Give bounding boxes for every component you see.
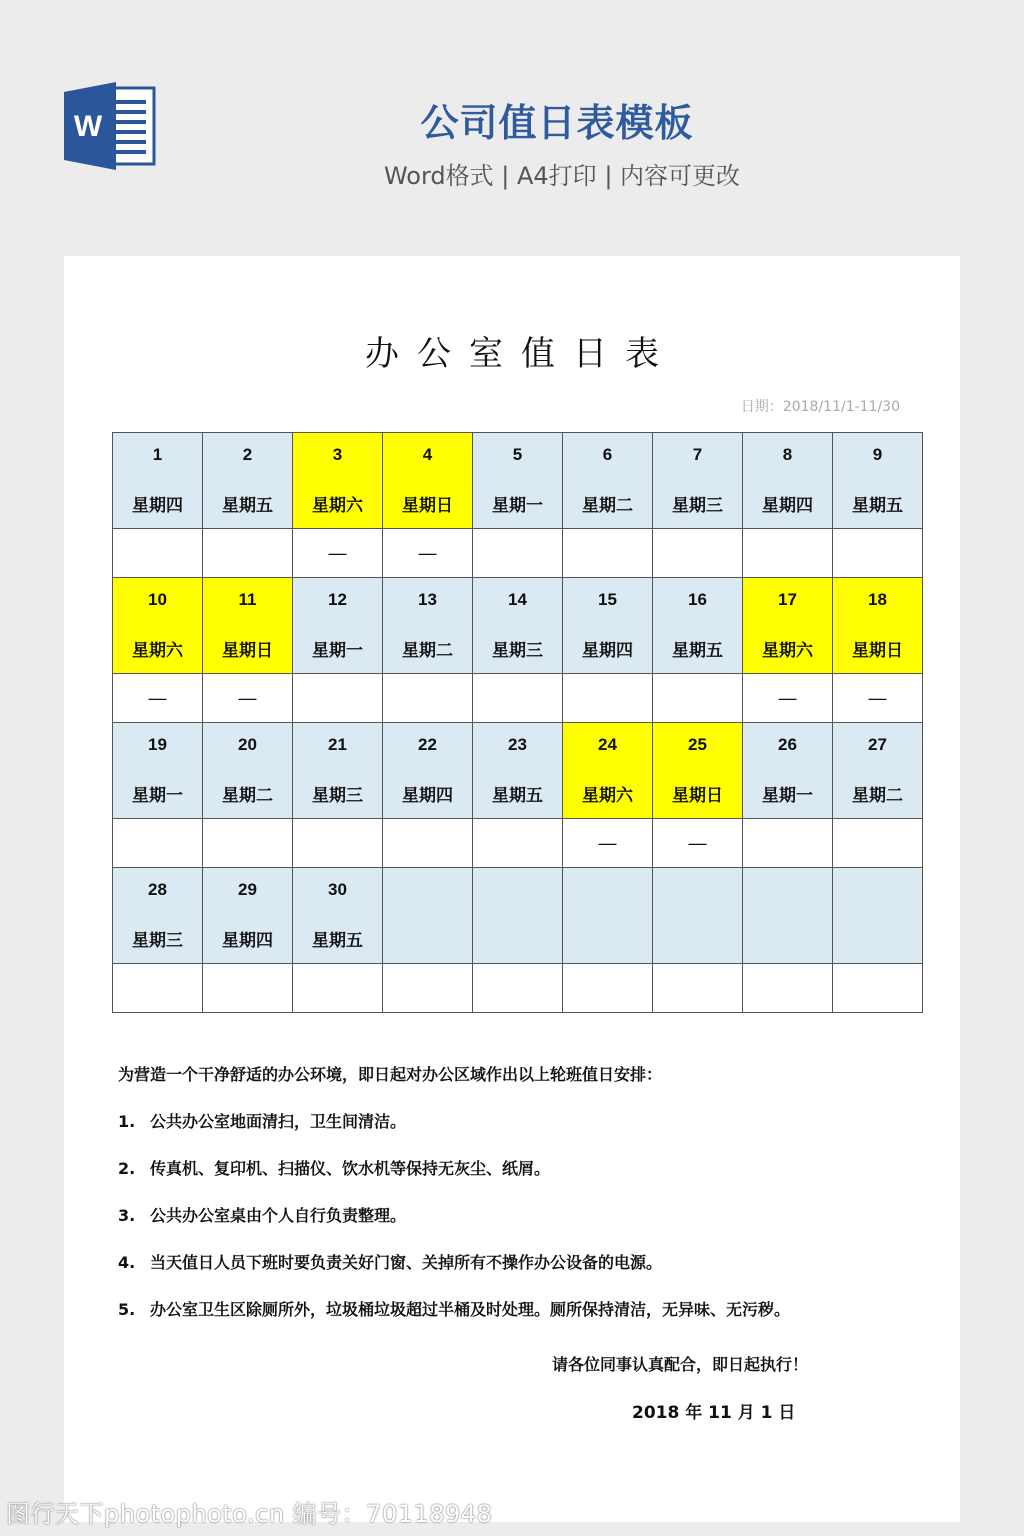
day-number: 21 <box>328 735 347 754</box>
calendar-day-cell <box>833 868 923 964</box>
duty-cell[interactable] <box>473 674 563 723</box>
day-weekday: 星期二 <box>582 496 633 515</box>
template-subtitle: Word格式 | A4打印 | 内容可更改 <box>383 162 741 190</box>
duty-cell[interactable] <box>383 819 473 868</box>
calendar-day-cell <box>293 868 383 964</box>
calendar-day-cell <box>563 723 653 819</box>
template-title: 公司值日表模板 <box>420 101 694 145</box>
word-icon-letter: W <box>73 110 103 143</box>
day-weekday: 星期五 <box>222 496 273 515</box>
day-number: 11 <box>238 590 257 609</box>
document-page <box>64 256 960 1522</box>
day-weekday: 星期二 <box>222 786 273 805</box>
calendar-day-cell <box>203 578 293 674</box>
day-weekday: 星期三 <box>312 786 363 805</box>
calendar-day-cell <box>563 868 653 964</box>
day-weekday: 星期三 <box>492 641 543 660</box>
duty-cell[interactable]: — <box>113 674 203 723</box>
day-weekday: 星期五 <box>312 931 363 950</box>
day-weekday: 星期四 <box>582 641 633 660</box>
duty-cell[interactable] <box>383 674 473 723</box>
duty-cell[interactable] <box>743 964 833 1013</box>
day-weekday: 星期四 <box>402 786 453 805</box>
duty-cell[interactable] <box>563 674 653 723</box>
day-number: 7 <box>692 445 703 464</box>
calendar-duty-row <box>113 964 923 1013</box>
calendar-duty-row <box>113 819 923 868</box>
header <box>0 0 1024 240</box>
duty-cell[interactable] <box>653 674 743 723</box>
date-range-label: 日期：2018/11/1-11/30 <box>740 399 900 415</box>
calendar-day-cell <box>473 433 563 529</box>
duty-cell[interactable] <box>203 529 293 578</box>
day-number: 20 <box>238 735 257 754</box>
duty-cell[interactable] <box>113 819 203 868</box>
day-weekday: 星期四 <box>222 931 273 950</box>
day-number: 25 <box>688 735 707 754</box>
calendar-day-cell <box>113 433 203 529</box>
calendar-date-row <box>113 723 923 819</box>
calendar-day-cell <box>293 723 383 819</box>
day-weekday: 星期三 <box>672 496 723 515</box>
day-number: 13 <box>418 590 437 609</box>
calendar-day-cell <box>743 723 833 819</box>
calendar-day-cell <box>293 578 383 674</box>
day-number: 19 <box>148 735 167 754</box>
duty-cell[interactable]: — <box>743 674 833 723</box>
duty-cell[interactable] <box>383 964 473 1013</box>
day-number: 29 <box>238 880 257 899</box>
notes-item: 1. 公共办公室地面清扫，卫生间清洁。 <box>118 1112 407 1131</box>
duty-cell[interactable] <box>113 964 203 1013</box>
duty-cell[interactable] <box>563 529 653 578</box>
notes-item: 4. 当天值日人员下班时要负责关好门窗、关掉所有不操作办公设备的电源。 <box>118 1253 663 1272</box>
notes-item: 3. 公共办公室桌由个人自行负责整理。 <box>118 1206 407 1225</box>
day-weekday: 星期六 <box>762 641 813 660</box>
duty-cell[interactable] <box>833 964 923 1013</box>
duty-cell[interactable] <box>203 964 293 1013</box>
day-weekday: 星期五 <box>672 641 723 660</box>
duty-cell[interactable] <box>833 819 923 868</box>
notes-intro: 为营造一个干净舒适的办公环境，即日起对办公区域作出以上轮班值日安排： <box>118 1065 663 1084</box>
duty-cell[interactable] <box>653 964 743 1013</box>
day-number: 9 <box>872 445 883 464</box>
duty-cell[interactable]: — <box>653 819 743 868</box>
calendar-day-cell <box>203 868 293 964</box>
duty-cell[interactable] <box>473 819 563 868</box>
day-weekday: 星期六 <box>132 641 183 660</box>
duty-cell[interactable]: — <box>563 819 653 868</box>
day-weekday: 星期日 <box>672 786 723 805</box>
calendar-day-cell <box>653 578 743 674</box>
day-number: 1 <box>152 445 163 464</box>
watermark-text: 图行天下photophoto.cn 编号：70118948 <box>6 1500 493 1528</box>
duty-cell[interactable] <box>653 529 743 578</box>
calendar-day-cell <box>563 578 653 674</box>
duty-cell[interactable] <box>743 529 833 578</box>
calendar-day-cell <box>383 868 473 964</box>
calendar-day-cell <box>743 578 833 674</box>
day-number: 28 <box>148 880 167 899</box>
calendar-day-cell <box>383 433 473 529</box>
duty-cell[interactable] <box>293 964 383 1013</box>
calendar-day-cell <box>473 723 563 819</box>
day-number: 26 <box>778 735 797 754</box>
duty-cell[interactable] <box>293 819 383 868</box>
calendar-day-cell <box>833 723 923 819</box>
day-number: 15 <box>598 590 617 609</box>
day-number: 30 <box>328 880 347 899</box>
calendar-day-cell <box>203 433 293 529</box>
calendar-day-cell <box>653 433 743 529</box>
calendar-day-cell <box>653 723 743 819</box>
day-weekday: 星期三 <box>132 931 183 950</box>
day-number: 12 <box>328 590 347 609</box>
calendar-duty-row <box>113 529 923 578</box>
calendar-day-cell <box>113 723 203 819</box>
notes-item: 5. 办公室卫生区除厕所外，垃圾桶垃圾超过半桶及时处理。厕所保持清洁，无异味、无污秽。 <box>118 1300 791 1319</box>
calendar-duty-row <box>113 674 923 723</box>
calendar-day-cell <box>293 433 383 529</box>
day-number: 4 <box>422 445 433 464</box>
closing-remark: 请各位同事认真配合，即日起执行！ <box>552 1355 809 1374</box>
duty-cell[interactable] <box>563 964 653 1013</box>
day-weekday: 星期五 <box>852 496 903 515</box>
day-number: 10 <box>148 590 167 609</box>
calendar-day-cell <box>383 723 473 819</box>
day-number: 16 <box>688 590 707 609</box>
calendar-day-cell <box>203 723 293 819</box>
calendar-day-cell <box>743 868 833 964</box>
duty-cell[interactable] <box>833 529 923 578</box>
day-weekday: 星期一 <box>492 496 543 515</box>
day-weekday: 星期日 <box>402 496 453 515</box>
day-weekday: 星期一 <box>312 641 363 660</box>
calendar-day-cell <box>833 433 923 529</box>
day-number: 22 <box>418 735 437 754</box>
calendar-day-cell <box>743 433 833 529</box>
calendar-day-cell <box>113 578 203 674</box>
calendar-date-row <box>113 578 923 674</box>
duty-calendar-table <box>112 432 923 1013</box>
day-number: 17 <box>778 590 797 609</box>
calendar-day-cell <box>653 868 743 964</box>
duty-cell[interactable] <box>473 529 563 578</box>
calendar-day-cell <box>473 868 563 964</box>
duty-cell[interactable] <box>293 674 383 723</box>
day-number: 5 <box>512 445 523 464</box>
duty-cell[interactable]: — <box>383 529 473 578</box>
day-weekday: 星期六 <box>312 496 363 515</box>
duty-cell[interactable]: — <box>203 674 293 723</box>
day-number: 2 <box>242 445 253 464</box>
calendar-day-cell <box>833 578 923 674</box>
duty-notes <box>118 1064 918 1346</box>
calendar-day-cell <box>473 578 563 674</box>
day-weekday: 星期六 <box>582 786 633 805</box>
day-number: 3 <box>332 445 343 464</box>
duty-cell[interactable] <box>743 819 833 868</box>
day-weekday: 星期四 <box>762 496 813 515</box>
day-number: 27 <box>868 735 887 754</box>
day-weekday: 星期一 <box>132 786 183 805</box>
day-weekday: 星期一 <box>762 786 813 805</box>
notes-item: 2. 传真机、复印机、扫描仪、饮水机等保持无灰尘、纸屑。 <box>118 1159 551 1178</box>
calendar-date-row <box>113 433 923 529</box>
duty-cell[interactable] <box>113 529 203 578</box>
calendar-date-row <box>113 868 923 964</box>
duty-cell[interactable]: — <box>293 529 383 578</box>
day-weekday: 星期二 <box>402 641 453 660</box>
day-weekday: 星期日 <box>852 641 903 660</box>
day-weekday: 星期日 <box>222 641 273 660</box>
duty-cell[interactable]: — <box>833 674 923 723</box>
calendar-day-cell <box>113 868 203 964</box>
calendar-day-cell <box>383 578 473 674</box>
day-number: 8 <box>782 445 793 464</box>
document-title: 办公室值日表 <box>365 334 677 374</box>
duty-cell[interactable] <box>203 819 293 868</box>
day-number: 18 <box>868 590 887 609</box>
day-number: 23 <box>508 735 527 754</box>
calendar-day-cell <box>563 433 653 529</box>
day-weekday: 星期四 <box>132 496 183 515</box>
day-number: 6 <box>602 445 613 464</box>
duty-cell[interactable] <box>473 964 563 1013</box>
day-weekday: 星期二 <box>852 786 903 805</box>
day-number: 14 <box>508 590 527 609</box>
day-weekday: 星期五 <box>492 786 543 805</box>
day-number: 24 <box>598 735 617 754</box>
signature-date: 2018 年 11 月 1 日 <box>632 1403 796 1423</box>
